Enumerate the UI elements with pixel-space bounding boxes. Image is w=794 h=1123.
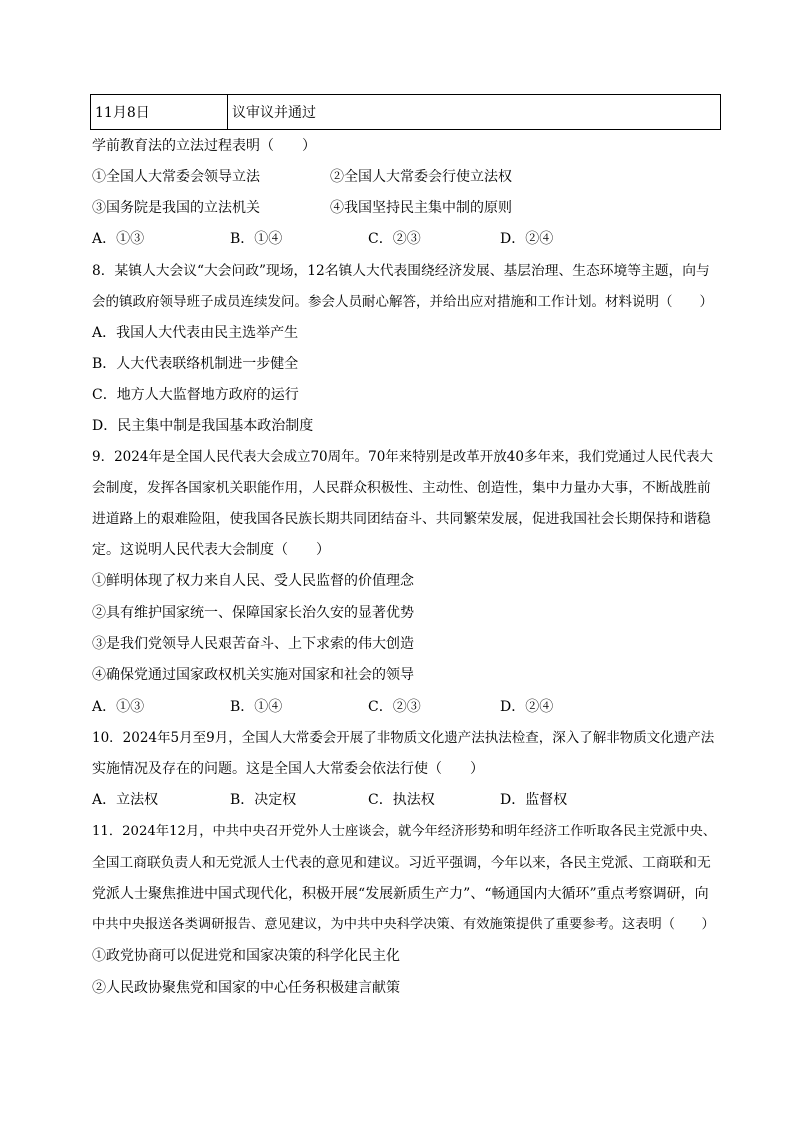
q9-option-b: B．①④ <box>230 699 283 715</box>
q9-stem-line-1: 9．2024年是全国人民代表大会成立70周年。70年来特别是改革开放40多年来，我们党通过人民代表大 <box>92 449 713 465</box>
q9-option-c: C．②③ <box>368 699 421 715</box>
q10-option-a: A．立法权 <box>92 792 159 808</box>
q11-stem-line-2: 全国工商联负责人和无党派人士代表的意见和建议。习近平强调，今年以来，各民主党派、工商联和无 <box>92 855 711 871</box>
q9-stem-line-4: 定。这说明人民代表大会制度（ ） <box>92 542 330 558</box>
q9-statement-1: ①鲜明体现了权力来自人民、受人民监督的价值理念 <box>92 573 414 589</box>
q7-option-a: A．①③ <box>92 231 145 247</box>
table-cell-date: 11月8日 <box>91 95 228 130</box>
q7-option-d: D．②④ <box>500 231 554 247</box>
q11-stem-line-3: 党派人士聚焦推进中国式现代化，积极开展“发展新质生产力”、“畅通国内大循环”重点考察调研，向 <box>92 886 709 902</box>
q9-option-d: D．②④ <box>500 699 554 715</box>
q8-option-d: D．民主集中制是我国基本政治制度 <box>92 418 314 434</box>
q11-stem-line-1: 11．2024年12月，中共中央召开党外人士座谈会，就今年经济形势和明年经济工作听取各民主党派中央、 <box>92 824 716 839</box>
q9-statement-2: ②具有维护国家统一、保障国家长治久安的显著优势 <box>92 605 414 621</box>
q9-stem-line-2: 会制度，发挥各国家机关职能作用，人民群众积极性、主动性、创造性，集中力量办大事，不断战胜前 <box>92 480 711 496</box>
q10-option-c: C．执法权 <box>368 792 435 808</box>
legislation-timeline-table <box>90 94 721 130</box>
q9-statement-3: ③是我们党领导人民艰苦奋斗、上下求索的伟大创造 <box>92 636 414 652</box>
q8-stem-line-2: 会的镇政府领导班子成员连续发问。参会人员耐心解答，并给出应对措施和工作计划。材料说明（ ） <box>92 294 713 310</box>
q7-stem: 学前教育法的立法过程表明（ ） <box>92 138 316 154</box>
q7-option-b: B．①④ <box>230 231 283 247</box>
q10-stem-line-1: 10．2024年5月至9月，全国人大常委会开展了非物质文化遗产法执法检查，深入了解非物质文化遗产法 <box>92 730 715 746</box>
q7-option-c: C．②③ <box>368 231 421 247</box>
q10-option-b: B．决定权 <box>230 792 297 808</box>
q10-stem-line-2: 实施情况及存在的问题。这是全国人大常委会依法行使（ ） <box>92 761 484 777</box>
q8-stem-line-1: 8．某镇人大会议“大会问政”现场，12名镇人大代表围绕经济发展、基层治理、生态环境等主题，向与 <box>92 263 710 279</box>
q11-statement-2: ②人民政协聚焦党和国家的中心任务积极建言献策 <box>92 980 400 996</box>
q8-option-b: B．人大代表联络机制进一步健全 <box>92 356 299 372</box>
table-row <box>91 95 721 130</box>
q7-statement-3: ③国务院是我国的立法机关 <box>92 200 260 216</box>
q7-statement-4: ④我国坚持民主集中制的原则 <box>330 200 512 216</box>
q9-stem-line-3: 进道路上的艰难险阻，使我国各民族长期共同团结奋斗、共同繁荣发展，促进我国社会长期保持和谐稳 <box>92 511 711 527</box>
q9-statement-4: ④确保党通过国家政权机关实施对国家和社会的领导 <box>92 667 414 683</box>
q7-statement-2: ②全国人大常委会行使立法权 <box>330 169 512 185</box>
q8-option-c: C．地方人大监督地方政府的运行 <box>92 387 299 403</box>
q11-stem-line-4: 中共中央报送各类调研报告、意见建议，为中共中央科学决策、有效施策提供了重要参考。这表明（ ） <box>92 917 715 932</box>
q9-option-a: A．①③ <box>92 699 145 715</box>
q8-option-a: A．我国人大代表由民主选举产生 <box>92 325 299 341</box>
table-cell-event: 议审议并通过 <box>228 95 721 130</box>
q7-statement-1: ①全国人大常委会领导立法 <box>92 169 260 185</box>
q10-option-d: D．监督权 <box>500 792 568 808</box>
q11-statement-1: ①政党协商可以促进党和国家决策的科学化民主化 <box>92 948 400 964</box>
